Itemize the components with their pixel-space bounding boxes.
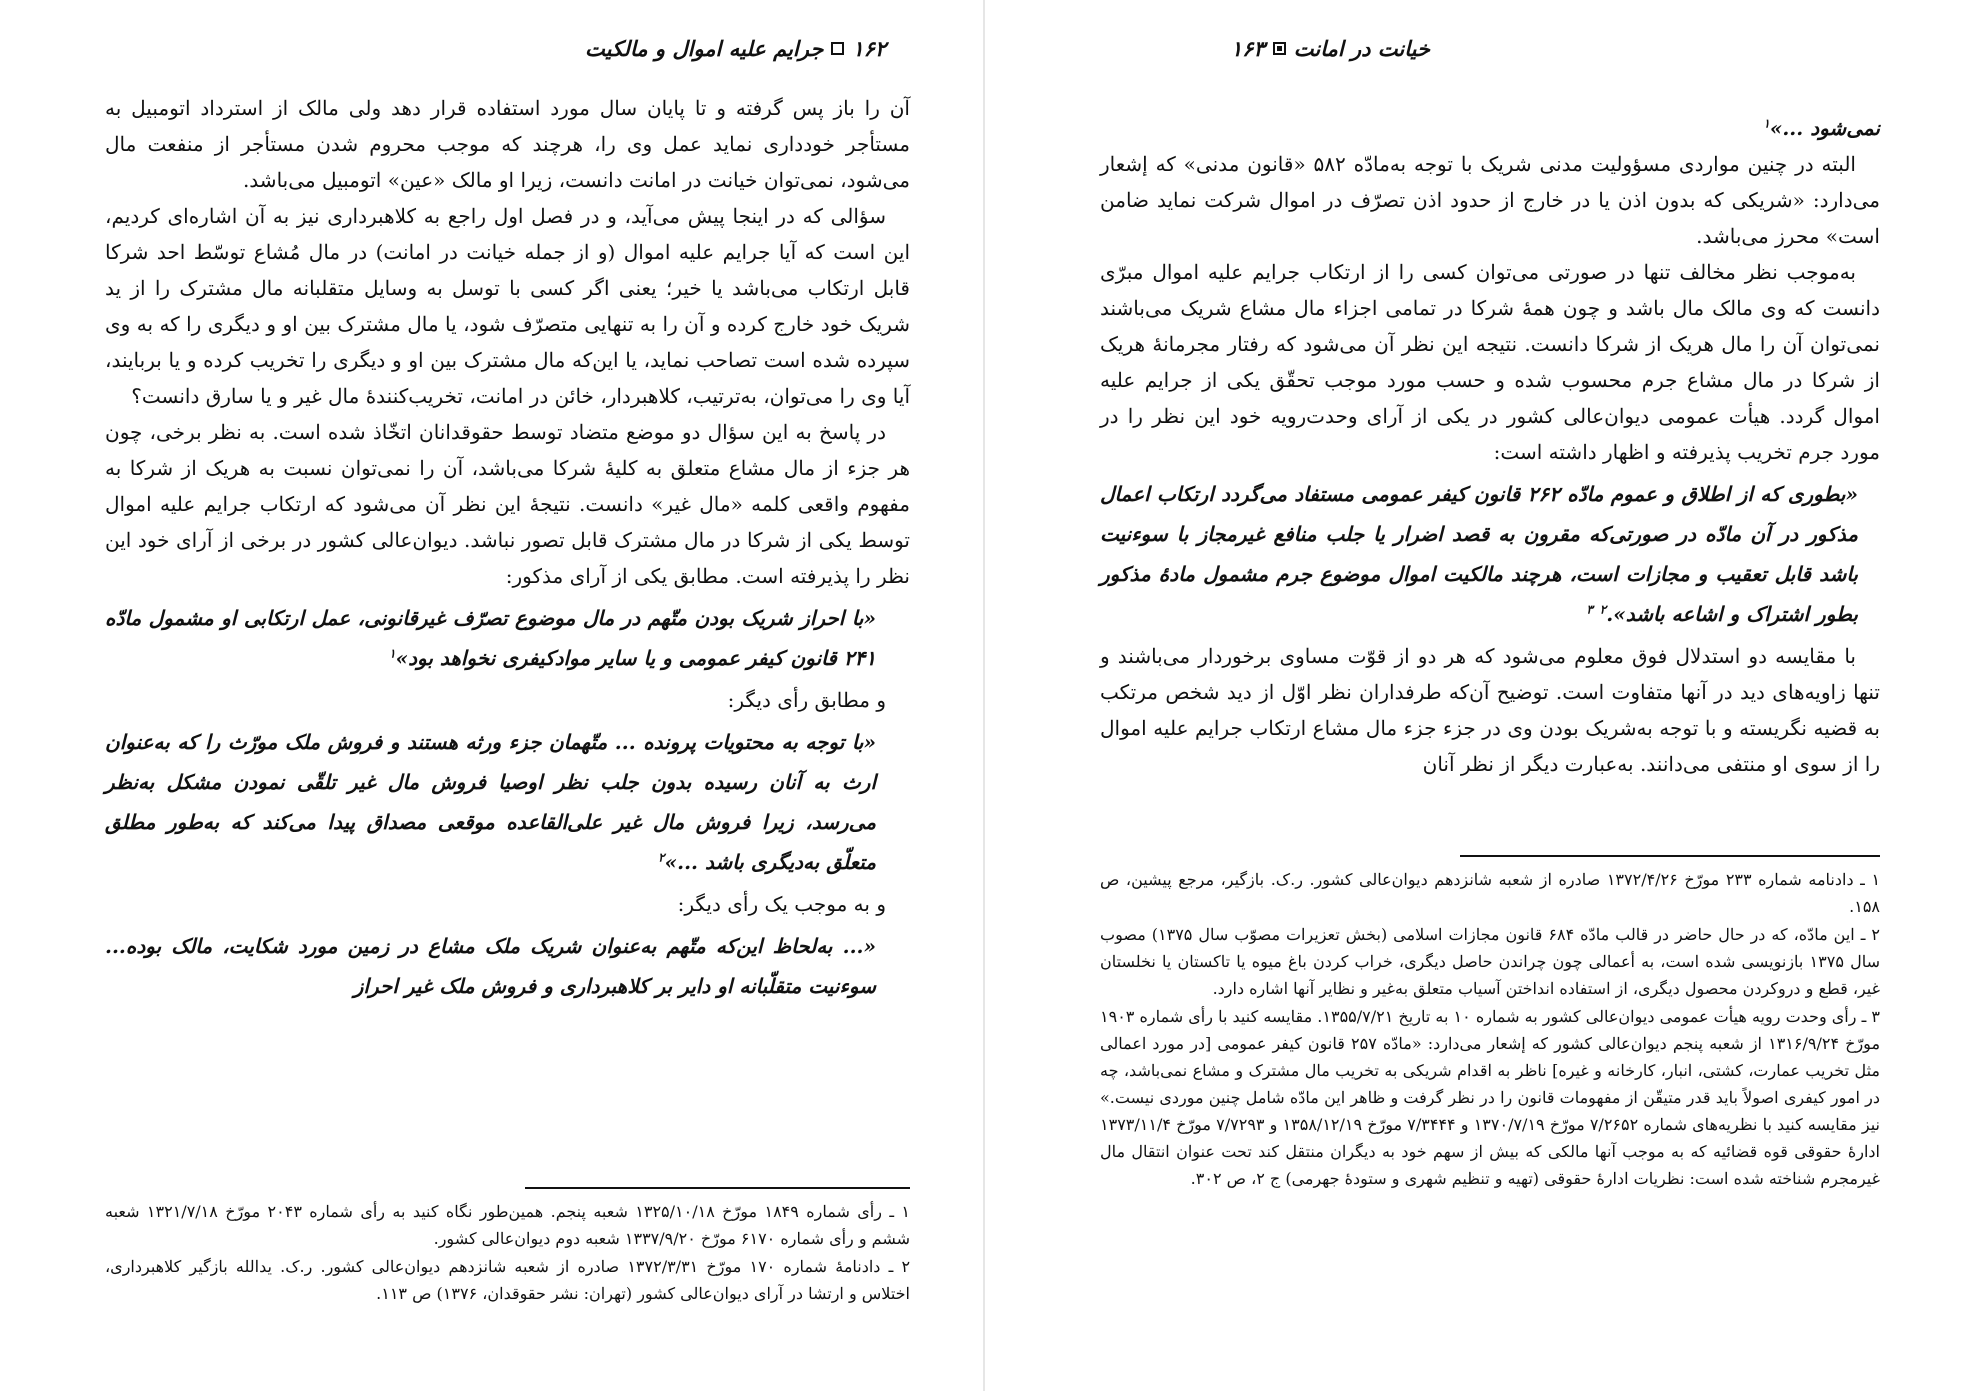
paragraph: به‌موجب نظر مخالف تنها در صورتی می‌توان کسی را از ارتکاب جرایم علیه اموال مبرّی دانست که وی مالک مال باشد و چون همهٔ شرکا در تمامی اجزاء مال مشاع شریک می‌باشند نمی‌توان آن را مال هریک از شرکا دانست. نتیجه این نظر آن می‌شود که رفتار مجرمانهٔ هریک از شرکا در مال مشاع جرم محسوب شده و حسب مورد موجب تحقّق یکی از جرایم علیه اموال گردد. هیأت عمومی دیوان‌عالی کشور در یکی از آرای وحدت‌رویه خود این نظر را در مورد جرم تخریب پذیرفته و اظهار داشته است: [1100, 260, 1880, 464]
block-quote [1100, 474, 1880, 634]
left-page-number: ۱۶۲ [852, 35, 887, 61]
left-footnotes [105, 1198, 910, 1308]
footnote: ۱ ـ رأی شماره ۱۸۴۹ مورّخ ۱۳۲۵/۱۰/۱۸ شعبه پنجم. همین‌طور نگاه کنید به رأی شماره ۲۰۴۳ مورّخ ۱۳۲۱/۷/۱۸ شعبه ششم و رأی شماره ۶۱۷۰ مورّخ ۱۳۳۷/۹/۲۰ شعبه دوم دیوان‌عالی کشور. [105, 1202, 911, 1248]
connector-text: و مطابق رأی دیگر: [727, 688, 886, 712]
opening-text: نمی‌شود ...» [1769, 116, 1880, 140]
footnote: ۱ ـ دادنامه شماره ۲۳۳ مورّخ ۱۳۷۲/۴/۲۶ صادره از شعبه شانزدهم دیوان‌عالی کشور. ر.ک. بازگیر، مرجع پیشین، ص ۱۵۸. [1100, 870, 1881, 916]
left-page-header [585, 28, 915, 68]
block-quote: «... به‌لحاظ این‌که متّهم به‌عنوان شریک ملک مشاع در زمین مورد شکایت، مالک بوده... سوءنیت متقلّبانه او دایر بر کلاهبرداری و فروش ملک غیر احراز [105, 934, 876, 998]
footnote: ۲ ـ دادنامهٔ شماره ۱۷۰ مورّخ ۱۳۷۲/۳/۳۱ صادره از شعبه شانزدهم دیوان‌عالی کشور. ر.ک. یدالله بازگیر کلاهبرداری، اختلاس و ارتشا در آرای دیوان‌عالی کشور (تهران: نشر حقوقدان، ۱۳۷۶) ص ۱۱۳. [105, 1257, 911, 1303]
footnote-ref: ۲ [1599, 602, 1607, 617]
header-square-icon [1273, 42, 1286, 55]
paragraph: در پاسخ به این سؤال دو موضع متضاد توسط حقوقدانان اتخّاذ شده است. به نظر برخی، چون هر جزء از مال مشاع متعلق به کلیهٔ شرکا می‌باشد، آن را نمی‌توان نسبت به هریک از شرکا به مفهوم واقعی کلمه «مال غیر» دانست. نتیجهٔ این نظر آن می‌شود که ارتکاب جرایم علیه اموال توسط یکی از شرکا در مال مشترک قابل تصور نباشد. دیوان‌عالی کشور در برخی از آرای خود این نظر را پذیرفته است. مطابق یکی از آرای مذکور: [105, 420, 910, 588]
opening-line [1100, 110, 1880, 146]
footnote-separator [525, 1187, 910, 1189]
quote-text: «با توجه به محتویات پرونده ... متّهمان جزء ورثه هستند و فروش ملک مورّث را که به‌عنوان ارث به آنان رسیده بدون جلب نظر اوصیا فروش مال غیر تلقّی نمودن مشکل به‌نظر می‌رسد، زیرا فروش مال غیر علی‌القاعده موقعی مصداق پیدا می‌کند که به‌طور مطلق متعلّق به‌دیگری باشد ...» [105, 730, 876, 874]
right-footnotes [1100, 866, 1880, 1193]
footnote-separator [1460, 855, 1880, 857]
right-page-header [1100, 28, 1430, 68]
paragraph: سؤالی که در اینجا پیش می‌آید، و در فصل اول راجع به کلاهبرداری نیز به آن اشاره‌ای کردیم، این است که آیا جرایم علیه اموال (و از جمله خیانت در امانت) در مال مُشاع توسّط احد شرکا قابل ارتکاب می‌باشد یا خیر؛ یعنی اگر کسی با توسل به وسایل متقلبانه مال مشترک را از ید شریک خود خارج کرده و آن را به تنهایی متصرّف شود، یا مال مشترک بین او و دیگری را که به وی سپرده شده است تصاحب نماید، یا این‌که مال مشترک بین او و دیگری را تخریب کرده و یا بربایند، آیا وی را می‌توان، به‌ترتیب، کلاهبردار، خائن در امانت، تخریب‌کنندهٔ مال غیر و یا سارق دانست؟ [105, 204, 910, 408]
paragraph: آن را باز پس گرفته و تا پایان سال مورد استفاده قرار دهد ولی مالک از استرداد اتومبیل به مستأجر خودداری نماید عمل وی را، هرچند که موجب محروم شدن مستأجر از منفعت مال می‌شود، نمی‌توان خیانت در امانت دانست، زیرا او مالک «عین» اتومبیل می‌باشد. [105, 96, 910, 192]
right-body-text [1100, 110, 1880, 782]
footnote-ref: ۱ [389, 646, 396, 661]
left-page [0, 0, 984, 1391]
connector-text: و به موجب یک رأی دیگر: [677, 892, 886, 916]
quote-text: «با احراز شریک بودن متّهم در مال موضوع تصرّف غیرقانونی، عمل ارتکابی او مشمول مادّه ۲۴۱ قانون کیفر عمومی و یا سایر موادکیفری نخواهد بود» [105, 606, 876, 670]
header-square-icon [831, 42, 844, 55]
quote-text: «بطوری که از اطلاق و عموم مادّه ۲۶۲ قانون کیفر عمومی مستفاد می‌گردد ارتکاب اعمال مذکور در آن مادّه در صورتی‌که مقرون به قصد اضرار یا جلب منافع غیرمجاز با سوءنیت باشد قابل تعقیب و مجازات است، هرچند مالکیت اموال موضوع جرم مشمول مادهٔ مذکور بطور اشتراک و اشاعه باشد». [1100, 482, 1858, 626]
block-quote [105, 722, 910, 882]
paragraph: البته در چنین مواردی مسؤولیت مدنی شریک با توجه به‌مادّه ۵۸۲ «قانون مدنی» که إشعار می‌دارد: «شریکی که بدون اذن یا در خارج از حدود اذن تصرّف در اموال شرکت نماید ضامن است» محرز می‌باشد. [1100, 152, 1880, 248]
footnote: ۳ ـ رأی وحدت رویه هیأت عمومی دیوان‌عالی کشور به شماره ۱۰ به تاریخ ۱۳۵۵/۷/۲۱. مقایسه کنید با رأی شماره ۱۹۰۳ مورّخ ۱۳۱۶/۹/۲۴ از شعبه پنجم دیوان‌عالی کشور که إشعار می‌دارد: «مادّه ۲۵۷ قانون کیفر عمومی [در مورد اعمالی مثل تخریب عمارت، کشتی، انبار، کارخانه و غیره] ناظر به اقدام شریکی به تخریب مال مشترک و مشاع نمی‌باشد، چه در امور کیفری اصولاً باید قدر متیقّن از مفهومات قانون را در نظر گرفت و ظاهر این مادّه شامل چنین موردی نیست.» نیز مقایسه کنید با نظریه‌های شماره ۷/۲۶۵۲ مورّخ ۱۳۷۰/۷/۱۹ و ۷/۳۴۴۴ مورّخ ۱۳۵۸/۱۲/۱۹ و ۷/۷۲۹۳ مورّخ ۱۳۷۳/۱۱/۴ ادارهٔ حقوقی قوه قضائیه که به موجب آنها مالکی که بیش از سهم خود به دیگران منتقل کند تحت عنوان انتقال مال غیرمجرم شناخته شده است: نظریات ادارهٔ حقوقی (تهیه و تنظیم شهری و ستودهٔ جهرمی) ج ۲، ص ۳۰۲. [1100, 1007, 1881, 1188]
right-running-title: خیانت در امانت [1293, 35, 1430, 61]
footnote-ref: ۳ [1586, 602, 1593, 617]
footnote: ۲ ـ این مادّه، که در حال حاضر در قالب مادّه ۶۸۴ قانون مجازات اسلامی (بخش تعزیرات مصوّب سال ۱۳۷۵) مصوب سال ۱۳۷۵ بازنویسی شده است، به أعمالی چون چراندن حاصل دیگری، خراب کردن باغ میوه یا تاکستان یا نخلستان غیر، قطع و دروکردن محصول دیگری، از استفاده انداختن آسیاب متعلق به‌غیر و نظایر آنها اشاره دارد. [1100, 925, 1880, 998]
left-body-text [105, 90, 910, 1010]
paragraph: با مقایسه دو استدلال فوق معلوم می‌شود که هر دو از قوّت مساوی برخوردار می‌باشند و تنها زاویه‌های دید در آنها متفاوت است. توضیح آن‌که طرفداران نظر اوّل از دید شخص مرتکب به قضیه نگریسته و با توجه به‌شریک بودن وی در جزء جزء مال مشاع ارتکاب جرایم علیه اموال را از سوی او منتفی می‌دانند. به‌عبارت دیگر از نظر آنان [1100, 644, 1880, 776]
left-running-title: جرایم علیه اموال و مالکیت [585, 35, 824, 61]
block-quote [105, 598, 910, 678]
footnote-ref: ۲ [658, 850, 665, 865]
right-page [985, 0, 1969, 1391]
footnote-ref: ۱ [1763, 116, 1770, 131]
right-page-number: ۱۶۳ [1230, 35, 1265, 61]
